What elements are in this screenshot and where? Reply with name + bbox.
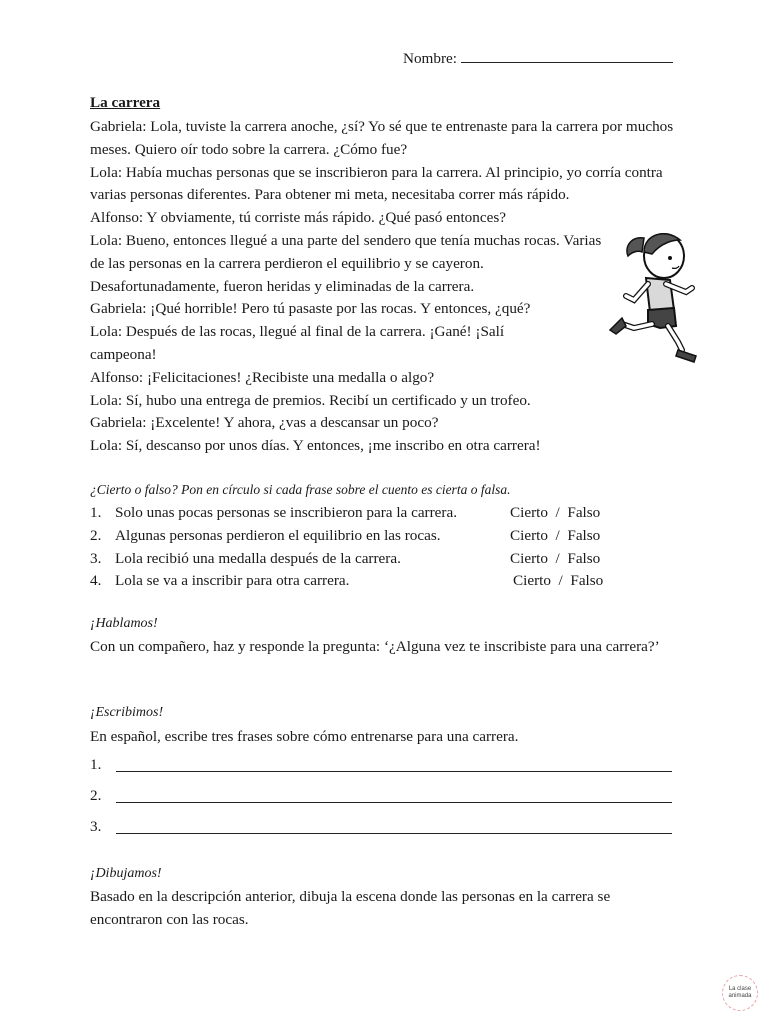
item-number: 2. [90, 526, 102, 544]
writing-line[interactable] [90, 787, 690, 807]
hablamos-prompt: Con un compañero, haz y responde la pregunta: ‘¿Alguna vez te inscribiste para una carrera?’ [90, 638, 660, 655]
answer-line[interactable] [116, 771, 672, 772]
story-title: La carrera [90, 94, 161, 111]
item-number: 1. [90, 504, 102, 521]
dialogue-line: Lola: Bueno, entonces llegué a una parte del sendero que tenía muchas rocas. Varias de las personas en la carrera perdieron el equilibrio y se cayeron. Desafortunadamente, fueron heridas y eliminadas de la carrera. [90, 231, 602, 295]
item-statement: Lola se va a inscribir para otra carrera. [115, 572, 350, 590]
item-statement: Solo unas pocas personas se inscribieron para la carrera. [115, 504, 458, 521]
name-field-row [403, 47, 673, 68]
cierto-falso-choice[interactable]: Cierto / Falso [510, 504, 601, 521]
line-number: 2. [90, 787, 102, 804]
writing-line[interactable] [90, 756, 690, 776]
running-girl-illustration [604, 222, 700, 366]
logo-line-1: La clase [728, 986, 752, 992]
true-false-item [90, 502, 630, 525]
name-label: Nombre: [403, 50, 457, 67]
dialogue-line: Lola: Había muchas personas que se inscribieron para la carrera. Al principio, yo corría contra varias personas diferentes. Para obtener mi meta, necesitaba correr más rápido. [90, 163, 663, 204]
dibujamos-prompt: Basado en la descripción anterior, dibuja la escena donde las personas en la carrera se encontraron con las rocas. [90, 888, 611, 928]
line-number: 3. [90, 818, 102, 835]
writing-line[interactable] [90, 818, 690, 838]
cierto-falso-choice[interactable]: Cierto / Falso [510, 549, 601, 567]
cierto-falso-choice[interactable]: Cierto / Falso [510, 526, 601, 544]
answer-line[interactable] [116, 833, 672, 834]
name-blank-line[interactable] [461, 47, 673, 63]
cierto-falso-choice[interactable]: Cierto / Falso [513, 572, 604, 590]
dialogue-line: Gabriela: ¡Qué horrible! Pero tú pasaste por las rocas. Y entonces, ¿qué? [90, 300, 531, 318]
dialogue-line: Gabriela: ¡Excelente! Y ahora, ¿vas a descansar un poco? [90, 414, 439, 432]
true-false-instructions: ¿Cierto o falso? Pon en círculo si cada frase sobre el cuento es cierta o falsa. [90, 482, 511, 497]
dialogue-line: Lola: Sí, descanso por unos días. Y entonces, ¡me inscribo en otra carrera! [90, 437, 541, 455]
dialogue-line: Alfonso: ¡Felicitaciones! ¿Recibiste una medalla o algo? [90, 368, 435, 386]
escribimos-prompt: En español, escribe tres frases sobre cómo entrenarse para una carrera. [90, 728, 519, 745]
dialogue-line: Lola: Después de las rocas, llegué al final de la carrera. ¡Gané! ¡Salí campeona! [90, 323, 505, 363]
dialogue-line: Lola: Sí, hubo una entrega de premios. Recibí un certificado y un trofeo. [90, 391, 531, 409]
true-false-list [90, 502, 630, 593]
dialogue-line: Alfonso: Y obviamente, tú corriste más rápido. ¿Qué pasó entonces? [90, 209, 506, 227]
true-false-item [90, 548, 630, 571]
dialogue-line: Gabriela: Lola, tuviste la carrera anoche, ¿sí? Yo sé que te entrenaste para la carrera por muchos meses. Quiero oír todo sobre la carrera. ¿Cómo fue? [90, 118, 674, 158]
story-dialogue [90, 116, 690, 458]
escribimos-heading: ¡Escribimos! [90, 705, 164, 720]
answer-line[interactable] [116, 802, 672, 803]
dibujamos-heading: ¡Dibujamos! [90, 866, 162, 881]
item-number: 3. [90, 549, 102, 567]
logo-line-2: animada [728, 993, 752, 999]
brand-logo [722, 975, 758, 1011]
true-false-item [90, 570, 630, 593]
hablamos-heading: ¡Hablamos! [90, 616, 158, 631]
item-statement: Lola recibió una medalla después de la carrera. [115, 549, 401, 567]
item-statement: Algunas personas perdieron el equilibrio en las rocas. [115, 526, 441, 544]
line-number: 1. [90, 756, 102, 773]
true-false-item [90, 525, 630, 548]
item-number: 4. [90, 572, 102, 590]
